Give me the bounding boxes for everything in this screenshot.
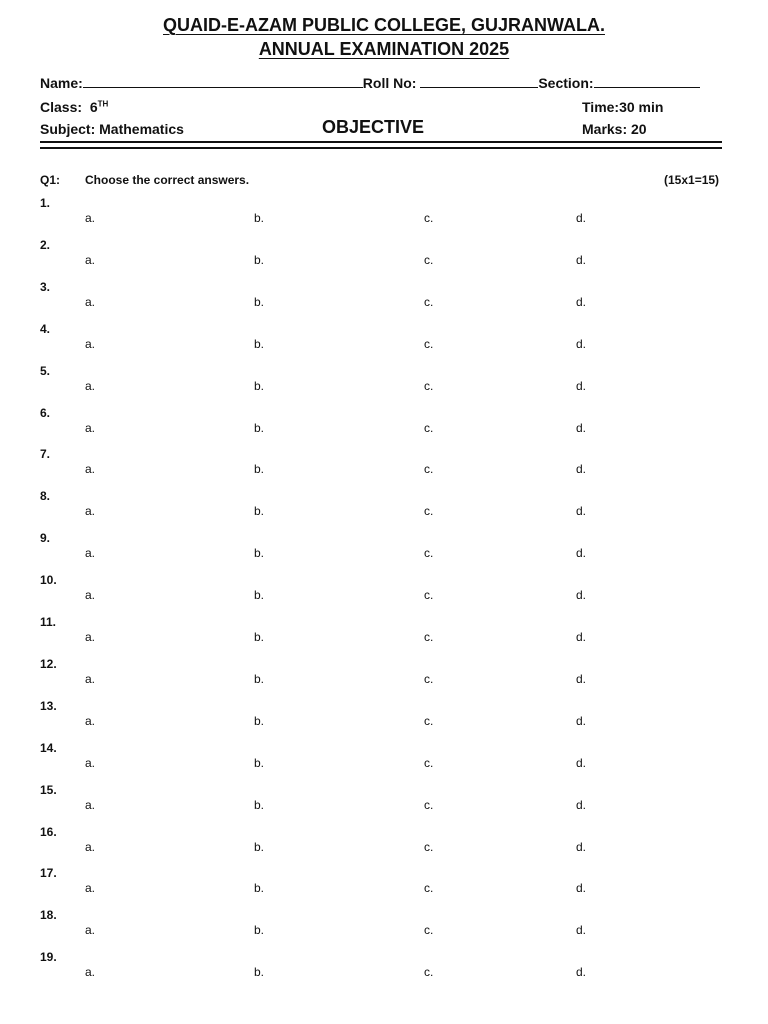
option-b: b. xyxy=(254,755,265,770)
option-a: a. xyxy=(85,755,96,770)
option-c: c. xyxy=(424,211,434,225)
option-d: d. xyxy=(576,211,587,225)
question-number: 1. xyxy=(40,196,51,210)
option-d: d. xyxy=(576,630,587,644)
objective-heading: OBJECTIVE xyxy=(322,117,425,137)
option-b: b. xyxy=(254,839,265,854)
question-item xyxy=(0,825,768,865)
option-b: b. xyxy=(254,294,265,309)
option-b: b. xyxy=(254,881,265,896)
marks-label: Marks: 20 xyxy=(582,121,647,137)
question-number: 9. xyxy=(40,531,51,546)
option-b: b. xyxy=(254,504,265,519)
option-c: c. xyxy=(424,965,434,980)
option-d: d. xyxy=(576,965,587,980)
option-a: a. xyxy=(85,294,96,309)
question-number: 19. xyxy=(40,950,57,965)
question-number: 6. xyxy=(40,405,51,420)
question-section-label: Q1: xyxy=(40,173,61,187)
option-c: c. xyxy=(424,504,434,519)
question-number: 3. xyxy=(40,279,51,294)
question-item xyxy=(0,280,768,320)
option-b: b. xyxy=(254,630,265,644)
option-c: c. xyxy=(424,713,434,728)
option-c: c. xyxy=(424,755,434,770)
question-number: 16. xyxy=(40,824,57,839)
double-separator xyxy=(40,141,722,149)
option-d: d. xyxy=(576,881,587,896)
subject-label: Subject: Mathematics xyxy=(40,121,184,137)
option-c: c. xyxy=(424,546,434,561)
section-blank xyxy=(594,73,700,88)
option-c: c. xyxy=(424,588,434,603)
option-c: c. xyxy=(424,839,434,854)
question-item xyxy=(0,196,768,236)
question-item xyxy=(0,531,768,571)
school-title: QUAID-E-AZAM PUBLIC COLLEGE, GUJRANWALA. xyxy=(163,15,605,35)
exam-title: ANNUAL EXAMINATION 2025 xyxy=(258,39,510,59)
option-a: a. xyxy=(85,546,96,561)
class-label: Class: xyxy=(40,99,83,115)
question-number: 15. xyxy=(40,782,57,797)
option-c: c. xyxy=(424,294,434,309)
option-c: c. xyxy=(424,378,434,393)
question-item xyxy=(0,908,768,948)
option-a: a. xyxy=(85,923,96,938)
option-a: a. xyxy=(85,881,96,896)
question-number: 13. xyxy=(40,698,57,713)
option-b: b. xyxy=(254,965,265,980)
class-value: 6 xyxy=(89,99,98,115)
option-a: a. xyxy=(85,336,96,351)
option-a: a. xyxy=(85,211,96,225)
question-item xyxy=(0,489,768,529)
student-info-row xyxy=(40,73,700,92)
option-a: a. xyxy=(85,630,96,644)
option-c: c. xyxy=(424,252,434,267)
option-a: a. xyxy=(85,252,96,267)
question-item xyxy=(0,866,768,906)
question-item xyxy=(0,741,768,781)
option-a: a. xyxy=(85,588,96,603)
option-b: b. xyxy=(254,923,265,938)
question-number: 12. xyxy=(40,656,57,671)
section-label: Section: xyxy=(538,75,594,91)
name-blank xyxy=(83,73,363,88)
option-d: d. xyxy=(576,839,587,854)
time-label: Time:30 min xyxy=(582,99,664,115)
option-c: c. xyxy=(424,881,434,896)
question-number: 8. xyxy=(40,489,51,504)
question-item xyxy=(0,322,768,362)
question-number: 10. xyxy=(40,573,57,588)
question-item xyxy=(0,364,768,404)
question-item xyxy=(0,238,768,278)
question-item xyxy=(0,699,768,739)
question-number: 4. xyxy=(40,321,51,336)
option-b: b. xyxy=(254,713,265,728)
option-d: d. xyxy=(576,713,587,728)
option-d: d. xyxy=(576,420,587,435)
option-b: b. xyxy=(254,797,265,812)
question-number: 14. xyxy=(40,740,57,755)
option-c: c. xyxy=(424,336,434,351)
question-item xyxy=(0,573,768,613)
option-b: b. xyxy=(254,378,265,393)
question-item xyxy=(0,657,768,697)
question-number: 11. xyxy=(40,615,57,629)
question-marks: (15x1=15) xyxy=(664,173,720,187)
question-instruction: Choose the correct answers. xyxy=(85,173,250,187)
option-a: a. xyxy=(85,420,96,435)
roll-no-label: Roll No: xyxy=(362,75,417,91)
name-label: Name: xyxy=(40,75,83,91)
option-a: a. xyxy=(85,378,96,393)
option-b: b. xyxy=(254,671,265,686)
option-a: a. xyxy=(85,504,96,519)
question-number: 18. xyxy=(40,908,57,923)
option-a: a. xyxy=(85,462,96,477)
question-number: 5. xyxy=(40,363,51,378)
roll-no-blank xyxy=(420,73,538,88)
option-c: c. xyxy=(424,797,434,812)
option-a: a. xyxy=(85,713,96,728)
option-d: d. xyxy=(576,252,587,267)
option-d: d. xyxy=(576,797,587,812)
option-d: d. xyxy=(576,336,587,351)
option-d: d. xyxy=(576,378,587,393)
option-c: c. xyxy=(424,923,434,938)
class-info xyxy=(40,98,108,116)
option-b: b. xyxy=(254,588,265,603)
option-d: d. xyxy=(576,462,587,477)
question-item xyxy=(0,447,768,487)
option-b: b. xyxy=(254,252,265,267)
option-c: c. xyxy=(424,671,434,686)
question-item xyxy=(0,615,768,655)
option-d: d. xyxy=(576,546,587,561)
option-d: d. xyxy=(576,923,587,938)
question-number: 17. xyxy=(40,866,57,881)
question-number: 7. xyxy=(40,447,51,462)
option-b: b. xyxy=(254,546,265,561)
option-b: b. xyxy=(254,336,265,351)
class-suffix: TH xyxy=(97,99,109,109)
option-c: c. xyxy=(424,420,434,435)
option-d: d. xyxy=(576,504,587,519)
option-b: b. xyxy=(254,462,265,477)
question-number: 2. xyxy=(40,237,51,252)
option-c: c. xyxy=(424,630,434,644)
question-item xyxy=(0,950,768,990)
question-item xyxy=(0,406,768,446)
option-c: c. xyxy=(424,462,434,477)
option-b: b. xyxy=(254,211,265,225)
option-d: d. xyxy=(576,588,587,603)
option-d: d. xyxy=(576,294,587,309)
option-a: a. xyxy=(85,797,96,812)
option-d: d. xyxy=(576,755,587,770)
option-a: a. xyxy=(85,839,96,854)
option-b: b. xyxy=(254,420,265,435)
option-d: d. xyxy=(576,671,587,686)
option-a: a. xyxy=(85,965,96,980)
option-a: a. xyxy=(85,671,96,686)
question-item xyxy=(0,783,768,823)
